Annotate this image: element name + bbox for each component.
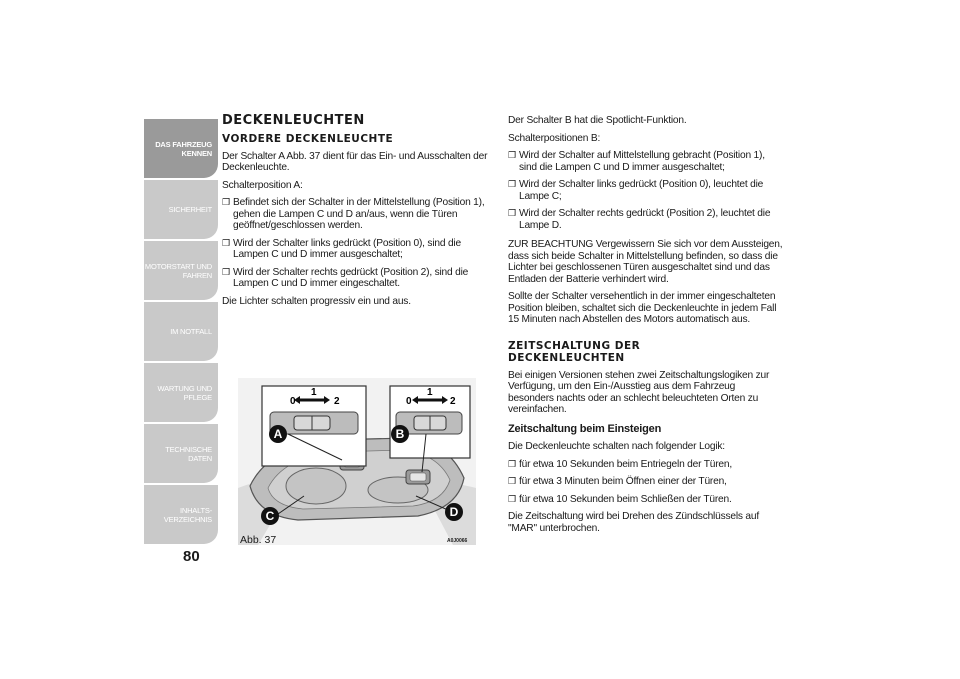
intro-text: Der Schalter A Abb. 37 dient für das Ein- und Ausschalten der Deckenleuchte. <box>222 150 488 173</box>
ceiling-light-illustration <box>238 378 476 545</box>
bullet-item: ❒ Wird der Schalter links gedrückt (Position 0), leuchtet die Lampe C; <box>508 179 764 202</box>
figure-code: A0J0066 <box>447 538 468 544</box>
label-d: D <box>449 505 459 519</box>
label-c: C <box>265 509 275 523</box>
tab-label: INHALTS- VERZEICHNIS <box>163 505 212 524</box>
tab-im-notfall[interactable] <box>144 302 218 361</box>
bullet-item: ❒ Wird der Schalter rechts gedrückt (Position 2), sind die Lampen C und D immer eingeschaltet. <box>222 266 469 289</box>
ceiling-light-figure <box>238 378 476 545</box>
chapter-sidebar <box>144 119 218 546</box>
label-b: B <box>395 427 405 441</box>
right-column <box>508 115 783 540</box>
tab-label: DAS FAHRZEUG KENNEN <box>155 139 212 158</box>
subsection-title: Zeitschaltung beim Einsteigen <box>508 422 662 435</box>
left-column <box>222 115 494 313</box>
tab-technische-daten[interactable] <box>144 424 218 483</box>
tab-label: WARTUNG UND PFLEGE <box>157 383 212 402</box>
position-2-label: 2 <box>450 396 456 407</box>
label-a: A <box>273 427 283 441</box>
checkbox-bullet-icon: ❒ <box>222 266 230 277</box>
tab-label: TECHNISCHE DATEN <box>165 444 212 463</box>
page-number: 80 <box>183 548 200 565</box>
bullet-item: ❒ Wird der Schalter rechts gedrückt (Position 2), leuchtet die Lampe D. <box>508 208 771 231</box>
bullet-item: ❒ Befindet sich der Schalter in der Mittelstellung (Position 1), gehen die Lampen C und D an/aus, wenn die Türen geöffnet/geschlossen werden. <box>222 197 485 231</box>
note-text: ZUR BEACHTUNG Vergewissern Sie sich vor dem Aussteigen, dass sich beide Schalter in Mittelstellung befinden, so dass die Lichter bei geschlossenen Türen ausgeschaltet sind und das Entladen der Batterie verhindert wird. <box>508 239 783 285</box>
bullet-item: ❒ für etwa 10 Sekunden beim Schließen der Türen. <box>508 493 732 505</box>
tab-motorstart-und-fahren[interactable] <box>144 241 218 300</box>
position-label: Schalterpositionen B: <box>508 132 601 144</box>
sub-intro: Die Deckenleuchte schalten nach folgender Logik: <box>508 441 725 452</box>
tab-label: IM NOTFALL <box>170 327 212 336</box>
position-label: Schalterposition A: <box>222 179 303 191</box>
checkbox-bullet-icon: ❒ <box>508 493 516 504</box>
checkbox-bullet-icon: ❒ <box>222 237 230 248</box>
position-1-label: 1 <box>311 387 317 398</box>
section-intro: Bei einigen Versionen stehen zwei Zeitschaltungslogiken zur Verfügung, um den Ein-/Ausstieg aus dem Fahrzeug besonders nachts oder an schlecht beleuchteten Orten zu vereinfachen. <box>508 369 770 415</box>
tab-inhaltsverzeichnis[interactable] <box>144 485 218 544</box>
bullet-item: ❒ für etwa 10 Sekunden beim Entriegeln der Türen, <box>508 458 732 470</box>
section-title: ZEITSCHALTUNG DER DECKENLEUCHTEN <box>508 339 641 364</box>
tab-label: SICHERHEIT <box>168 205 212 214</box>
tab-label: MOTORSTART UND FAHREN <box>144 261 212 280</box>
outro-text: Die Lichter schalten progressiv ein und aus. <box>222 295 411 307</box>
section-title: DECKENLEUCHTEN <box>222 113 365 128</box>
tab-das-fahrzeug-kennen[interactable] <box>144 119 218 178</box>
tab-sicherheit[interactable] <box>144 180 218 239</box>
position-1-label: 1 <box>427 387 433 398</box>
sub-outro: Die Zeitschaltung wird bei Drehen des Zündschlüssels auf "MAR" unterbrochen. <box>508 511 759 534</box>
note-text: Sollte der Schalter versehentlich in der immer eingeschalteten Position bleiben, schaltet sich die Deckenleuchte in jedem Fall 15 Minuten nach Abstellen des Motors automatisch aus. <box>508 291 777 325</box>
subsection-title: VORDERE DECKENLEUCHTE <box>222 132 394 145</box>
tab-wartung-und-pflege[interactable] <box>144 363 218 422</box>
checkbox-bullet-icon: ❒ <box>508 179 516 189</box>
position-0-label: 0 <box>406 396 412 407</box>
bullet-item: ❒ Wird der Schalter auf Mittelstellung gebracht (Position 1), sind die Lampen C und D immer ausgeschaltet; <box>508 150 765 173</box>
checkbox-bullet-icon: ❒ <box>508 476 516 486</box>
figure-caption: Abb. 37 <box>240 534 277 546</box>
checkbox-bullet-icon: ❒ <box>508 208 516 218</box>
position-0-label: 0 <box>290 396 296 407</box>
bullet-item: ❒ für etwa 3 Minuten beim Öffnen einer der Türen, <box>508 476 727 487</box>
checkbox-bullet-icon: ❒ <box>508 458 516 469</box>
position-2-label: 2 <box>334 396 340 407</box>
checkbox-bullet-icon: ❒ <box>508 150 516 160</box>
bullet-item: ❒ Wird der Schalter links gedrückt (Position 0), sind die Lampen C und D immer ausgeschaltet; <box>222 237 461 260</box>
spot-text: Der Schalter B hat die Spotlicht-Funktion. <box>508 115 687 126</box>
checkbox-bullet-icon: ❒ <box>222 197 230 207</box>
